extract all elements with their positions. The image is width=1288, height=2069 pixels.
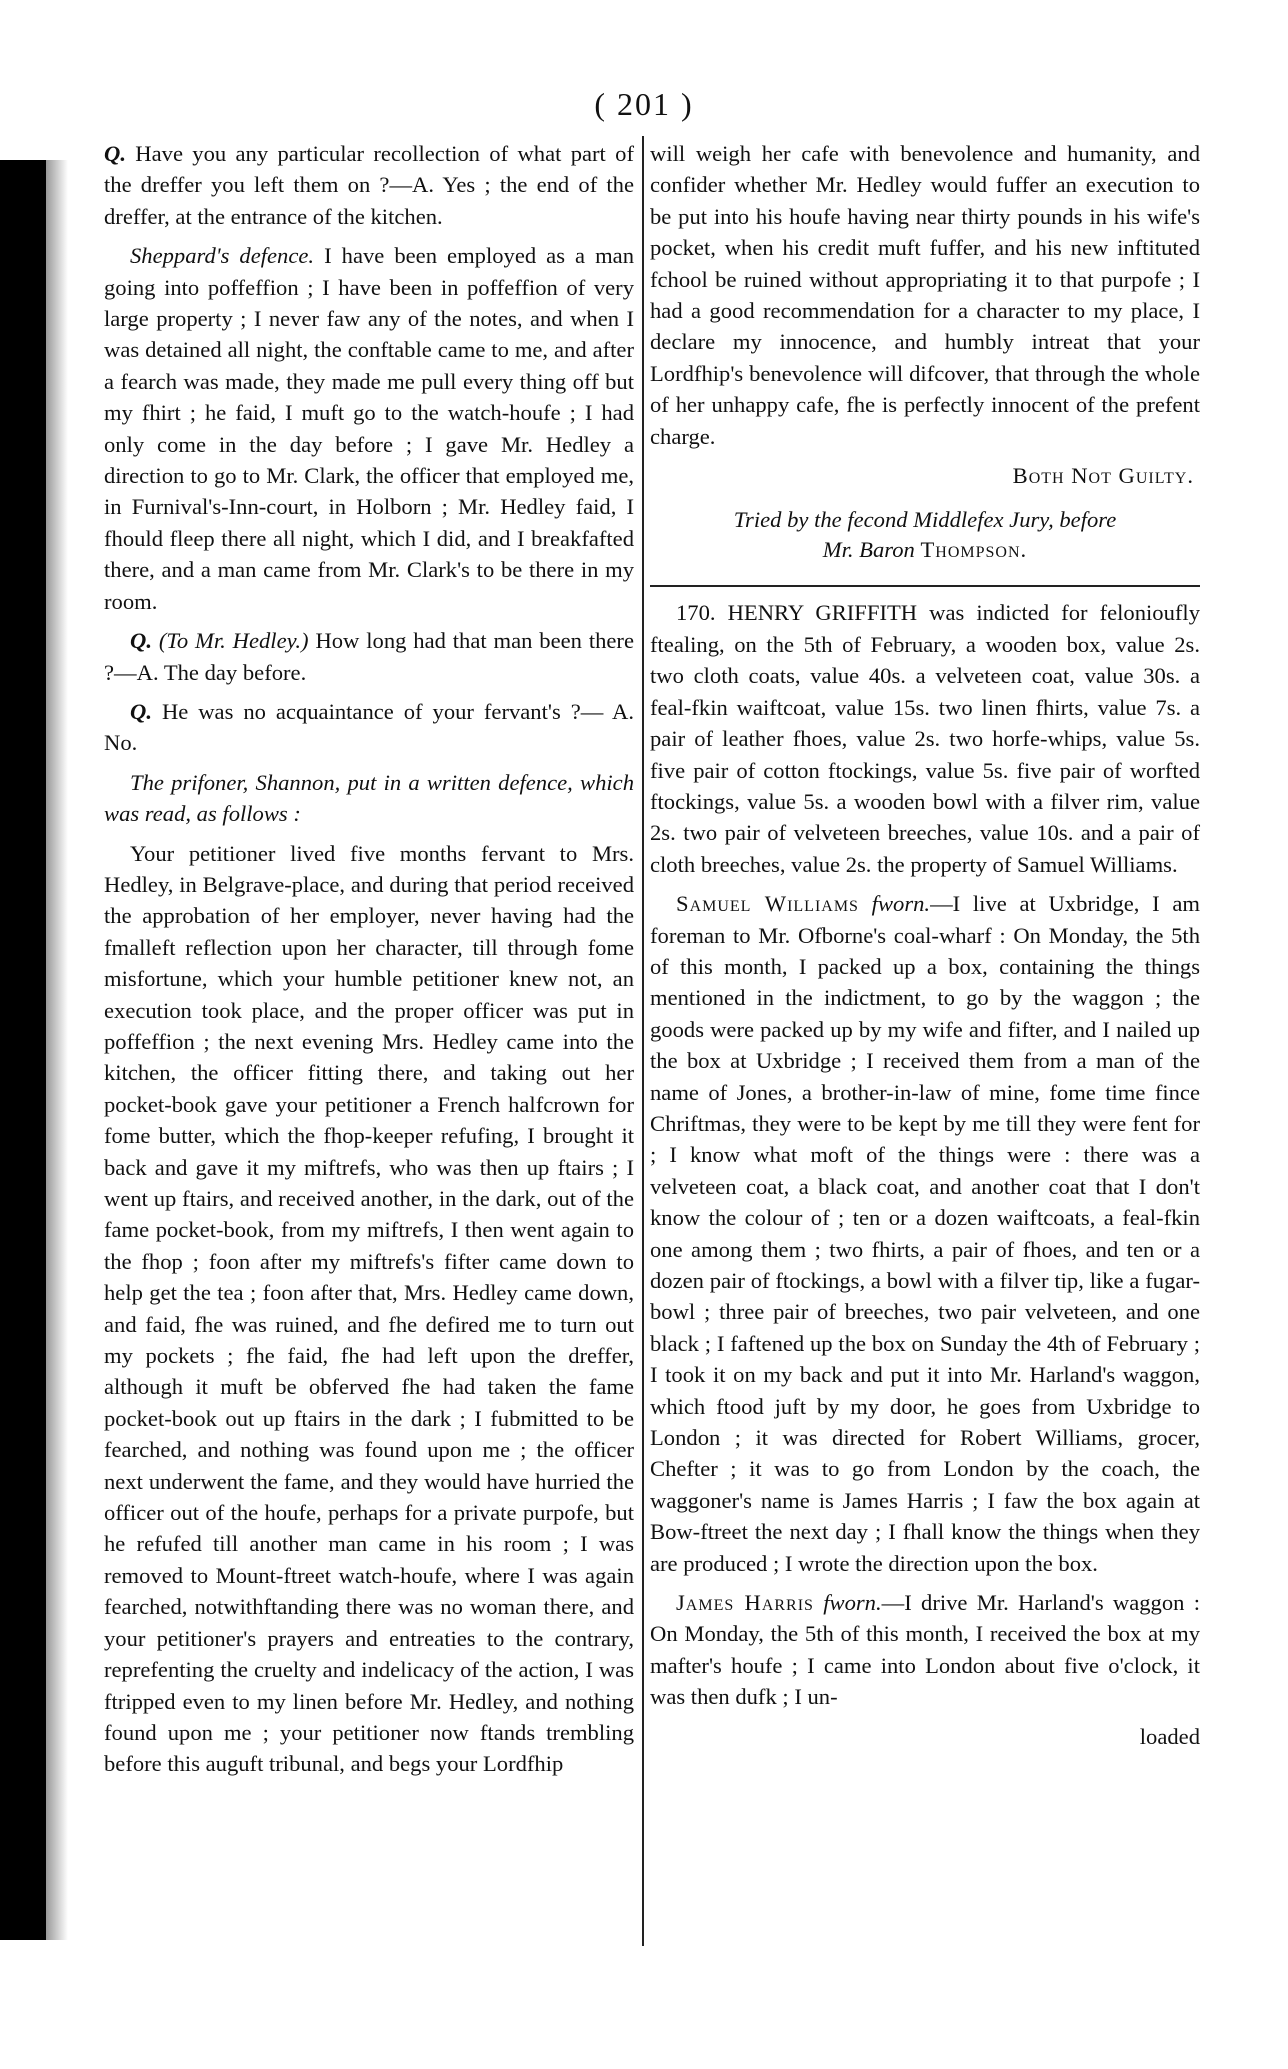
binding-gutter-shadow: [0, 160, 46, 1940]
paragraph: will weigh her cafe with benevolence and humanity, and confider whether Mr. Hedley would fuffer an execution to be put into his houfe having near thirty pounds in his wife's pocket, when his credit muft fuffer, and his new inftituted fchool be ruined without appropriating it to that purpofe ; I had a good recommendation for a character to my place, I declare my innocence, and humbly intreat that your Lordfhip's benevolence will difcover, that through the whole of her unhappy cafe, fhe is perfectly innocent of the prefent charge.: [650, 141, 1200, 449]
section-rule: [650, 585, 1200, 587]
tried-judge-name: Thompson.: [920, 537, 1028, 563]
question-marker: Q.: [130, 698, 152, 724]
witness-name: James Harris: [676, 1590, 814, 1616]
paragraph-text: —I live at Uxbridge, I am foreman to Mr. Ofborne's coal-wharf : On Monday, the 5th of this month, I packed up a box, containing the things mentioned in the indictment, to go by the waggon ; the goods were packed up by my wife and fifter, and I nailed up the box at Uxbridge ; I received them from a man of the name of Jones, a brother-in-law of mine, fome time fince Chriftmas, they were to be kept by me till they were fent for ; I know what moft of the things were : there was a velveteen coat, a black coat, and another coat that I don't know the colour of ; ten or a dozen waiftcoats, a feal-fkin one among them ; two fhirts, a pair of fhoes, and ten or a dozen pair of ftockings, a bowl with a filver tip, like a fugar-bowl ; three pair of breeches, two pair velveteen, and one black ; I faftened up the box on Sunday the 4th of February ; I took it on my back and put it into Mr. Harland's waggon, which ftood juft by my door, he goes from Uxbridge to London ; it was directed for Robert Williams, grocer, Chefter ; it was to go from London by the coach, the waggoner's name is James Harris ; I faw the box again at Bow-ftreet the next day ; I fhall know the things when they are produced ; I wrote the direction upon the box.: [650, 891, 1200, 1576]
witness-name: Samuel Williams: [676, 891, 859, 917]
right-column: [650, 138, 1200, 1752]
tried-note: [650, 505, 1200, 565]
question-marker: Q.: [104, 141, 126, 166]
question-marker: Q.: [130, 628, 152, 654]
paragraph-text: Have you any particular recollection of what part of the dreffer you left them on ?—A. Yes ; the end of the dreffer, at the entrance of the kitchen.: [104, 141, 634, 229]
sworn-label: fworn.: [823, 1590, 882, 1616]
paragraph: [104, 138, 634, 232]
paragraph: Your petitioner lived five months fervant to Mrs. Hedley, in Belgrave-place, and during that period received the approbation of her employer, never having had the fmalleft reflection upon her character, till through fome misfortune, which your humble petitioner knew not, an execution took place, and the proper officer was put in poffeffion ; the next evening Mrs. Hedley came into the kitchen, the officer fitting there, and taking out her pocket-book gave your petitioner a French halfcrown for fome butter, which the fhop-keeper refufing, I brought it back and gave it my miftrefs, who was then up ftairs ; I went up ftairs, and received another, in the dark, out of the fame pocket-book, from my miftrefs, I then went again to the fhop ; foon after my miftrefs's fifter came down to help get the tea ; foon after that, Mrs. Hedley came down, and faid, fhe was ruined, and fhe defired me to turn out my pockets ; fhe faid, fhe had left upon the dreffer, although it muft be obferved fhe had taken the fame pocket-book out up ftairs in the dark ; I fubmitted to be fearched, and nothing was found upon me ; the officer next underwent the fame, and they would have hurried the officer out of the houfe, perhaps for a private purpofe, but he refufed till another man came in his room ; I was removed to Mount-ftreet watch-houfe, where I was again fearched, notwithftanding there was no woman there, and your petitioner's prayers and entreaties to the contrary, reprefenting the cruelty and indelicacy of the action, I was ftripped even to my linen before Mr. Hedley, and nothing found upon me ; your petitioner now ftands trembling before this auguft tribunal, and begs your Lordfhip: [104, 840, 634, 1777]
speaker-label: Sheppard's defence.: [130, 243, 315, 269]
paragraph: [104, 696, 634, 759]
binding-gutter-fade: [46, 160, 68, 1940]
page-number: ( 201 ): [594, 86, 694, 122]
sworn-label: fworn.: [871, 891, 931, 917]
paragraph: [650, 888, 1200, 1579]
paragraph: 170. HENRY GRIFFITH was indicted for felonioufly ftealing, on the 5th of February, a wooden box, value 2s. two cloth coats, value 40s. a velveteen coat, value 30s. a feal-fkin waiftcoat, value 15s. two linen fhirts, value 7s. a pair of leather fhoes, value 2s. two horfe-whips, value 5s. five pair of cotton ftockings, value 5s. five pair of worfted ftockings, value 5s. a wooden bowl with a filver rim, value 2s. two pair of velveteen breeches, value 10s. and a pair of cloth breeches, value 2s. the property of Samuel Williams.: [650, 600, 1200, 877]
catchword: loaded: [1139, 1723, 1200, 1749]
paragraph-text: —I drive Mr. Harland's waggon : On Monday, the 5th of this month, I received the box at my mafter's houfe ; I came into London about five o'clock, it was then dufk ; I un-: [650, 1590, 1200, 1710]
column-divider: [642, 136, 644, 1946]
paragraph-text: He was no acquaintance of your fervant's ?— A. No.: [104, 698, 634, 756]
tried-line: Tried by the fecond Middlefex Jury, before: [733, 507, 1117, 533]
left-column: [104, 138, 634, 1788]
aside-label: (To Mr. Hedley.): [158, 628, 309, 654]
paragraph-text: I have been employed as a man going into poffeffion ; I have been in poffeffion of very large property ; I never faw any of the notes, and when I was detained all night, the conftable came to me, and after a fearch was made, they made me pull every thing off but my fhirt ; he faid, I muft go to the watch-houfe ; I had only come in the day before ; I gave Mr. Hedley a direction to go to Mr. Clark, the officer that employed me, in Furnival's-Inn-court, in Holborn ; Mr. Hedley faid, I fhould fleep there all night, which I did, and I breakfafted there, and a man came from Mr. Clark's to be there in my room.: [104, 243, 634, 614]
paragraph: [104, 240, 634, 617]
paragraph-heading: The prifoner, Shannon, put in a written defence, which was read, as follows :: [104, 769, 634, 827]
verdict: Both Not Guilty.: [1012, 463, 1194, 489]
paragraph: [104, 625, 634, 688]
paragraph: [650, 1587, 1200, 1713]
paragraph-text: How long had that man been there ?—A. The day before.: [104, 628, 634, 685]
tried-judge-title: Mr. Baron: [822, 537, 915, 563]
